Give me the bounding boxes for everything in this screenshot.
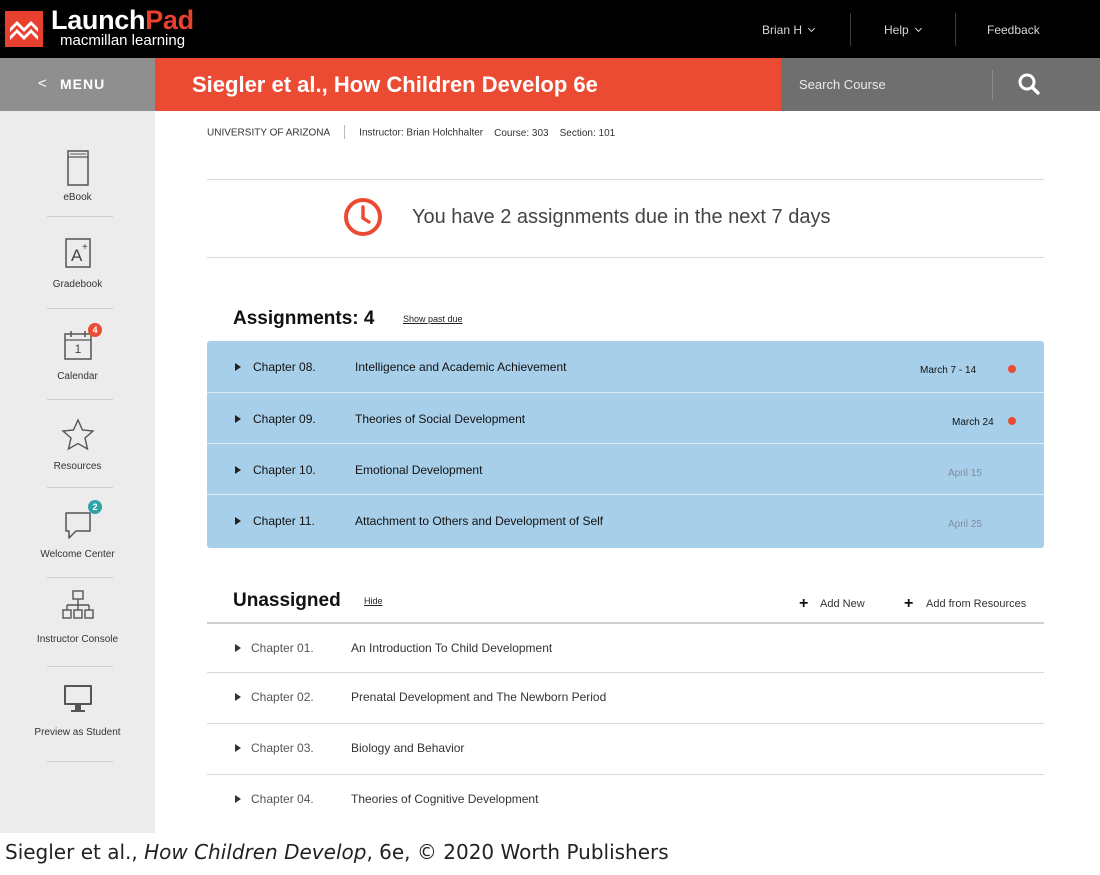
list-item[interactable] [207,624,1044,675]
figure-caption: Siegler et al., How Children Develop, 6e, © 2020 Worth Publishers [5,840,669,864]
list-item[interactable] [207,494,1044,545]
chapter-number: Chapter 11. [253,514,315,528]
divider [47,761,113,762]
launchpad-logo-icon[interactable] [5,11,43,47]
search-input[interactable]: Search Course [799,77,886,92]
monitor-icon [58,679,98,719]
help-menu[interactable]: Help [884,23,921,37]
clock-icon [342,196,384,238]
expand-triangle-icon[interactable] [235,744,241,752]
chapter-number: Chapter 09. [253,412,316,426]
sidebar-item-label: Gradebook [52,279,103,290]
expand-triangle-icon[interactable] [235,466,241,474]
chevron-down-icon [808,25,815,32]
divider [47,308,113,309]
feedback-link[interactable]: Feedback [987,23,1040,37]
unassigned-heading: Unassigned [233,590,341,611]
course-number: Course: 303 [494,127,549,139]
course-title[interactable]: Siegler et al., How Children Develop 6e [192,72,598,97]
sidebar-item-label: Preview as Student [34,727,121,738]
divider [955,13,956,46]
due-date: March 24 [952,417,994,428]
expand-triangle-icon[interactable] [235,693,241,701]
chapter-number: Chapter 02. [251,690,314,704]
divider [850,13,851,46]
calendar-day: 1 [74,342,82,356]
chapter-number: Chapter 03. [251,741,314,755]
course-header [155,58,781,111]
chapter-title[interactable]: An Introduction To Child Development [351,641,553,655]
university-name: UNIVERSITY OF ARIZONA [207,127,331,139]
chapter-title[interactable]: Attachment to Others and Development of Self [355,514,604,528]
expand-triangle-icon[interactable] [235,517,241,525]
book-icon [58,149,98,189]
user-menu[interactable]: Brian H [762,23,814,37]
assignments-heading: Assignments: 4 [233,308,375,329]
due-date: April 15 [948,468,982,479]
section-number: Section: 101 [559,127,616,139]
add-from-resources-button[interactable]: Add from Resources [926,598,1027,610]
top-bar [0,0,1100,58]
divider [207,257,1044,258]
svg-text:A: A [71,246,83,265]
notification-badge: 4 [88,323,102,337]
chapter-number: Chapter 10. [253,463,316,477]
plus-icon[interactable]: + [904,595,914,612]
due-notice: You have 2 assignments due in the next 7 days [412,206,831,228]
sidebar-item-label: Calendar [57,371,98,382]
plus-icon[interactable]: + [799,595,809,612]
expand-triangle-icon[interactable] [235,363,241,371]
sidebar-item-welcome-center[interactable] [0,497,155,585]
notification-badge: 2 [88,500,102,514]
sidebar-item-label: eBook [63,192,92,203]
instructor-name: Instructor: Brian Holchhalter [359,127,484,139]
due-date: April 25 [948,519,982,530]
list-item[interactable] [207,443,1044,494]
divider [207,179,1044,180]
star-icon [58,415,98,455]
divider [344,125,345,139]
chapter-title[interactable]: Theories of Social Development [355,412,526,426]
divider [47,487,113,488]
sidebar [0,111,155,833]
divider [47,399,113,400]
expand-triangle-icon[interactable] [235,795,241,803]
chapter-title[interactable]: Theories of Cognitive Development [351,792,539,806]
chevron-down-icon [915,25,922,32]
menu-button[interactable] [0,58,155,111]
list-item[interactable] [207,341,1044,392]
expand-triangle-icon[interactable] [235,644,241,652]
chapter-number: Chapter 01. [251,641,314,655]
hide-link[interactable]: Hide [364,596,383,606]
list-item[interactable] [207,775,1044,826]
chapter-number: Chapter 08. [253,360,316,374]
chevron-left-icon: < [38,75,47,92]
show-past-due-link[interactable]: Show past due [403,314,463,324]
sidebar-item-calendar[interactable] [0,321,155,409]
due-soon-indicator [1008,365,1016,373]
svg-text:+: + [82,242,88,253]
assignments-list [207,341,1044,548]
add-new-button[interactable]: Add New [820,598,865,610]
gradebook-icon [58,235,98,275]
list-item[interactable] [207,724,1044,775]
sidebar-item-gradebook[interactable] [0,229,155,317]
brand-name[interactable]: LaunchPad [51,5,194,35]
sidebar-item-label: Welcome Center [40,549,115,560]
chapter-title[interactable]: Emotional Development [355,463,483,477]
chapter-title[interactable]: Prenatal Development and The Newborn Period [351,690,607,704]
search-icon[interactable] [1017,72,1041,96]
sidebar-item-preview-as-student[interactable] [0,675,155,763]
sidebar-item-label: Instructor Console [36,634,119,645]
menu-label: MENU [60,76,106,92]
chapter-title[interactable]: Intelligence and Academic Achievement [355,360,567,374]
divider [992,70,993,100]
sidebar-item-instructor-console[interactable] [0,585,155,673]
hierarchy-icon [58,587,98,627]
chapter-number: Chapter 04. [251,792,314,806]
due-soon-indicator [1008,417,1016,425]
sidebar-item-resources[interactable] [0,411,155,499]
divider [47,216,113,217]
search-bar [781,58,1100,111]
course-info [207,126,615,140]
brand-subtitle: macmillan learning [60,32,186,49]
list-item[interactable] [207,392,1044,443]
chapter-title[interactable]: Biology and Behavior [351,741,465,755]
divider [47,577,113,578]
divider [47,666,113,667]
expand-triangle-icon[interactable] [235,415,241,423]
sidebar-item-ebook[interactable] [0,139,155,227]
sidebar-item-label: Resources [53,461,102,472]
list-item[interactable] [207,673,1044,724]
due-date: March 7 - 14 [920,365,977,376]
